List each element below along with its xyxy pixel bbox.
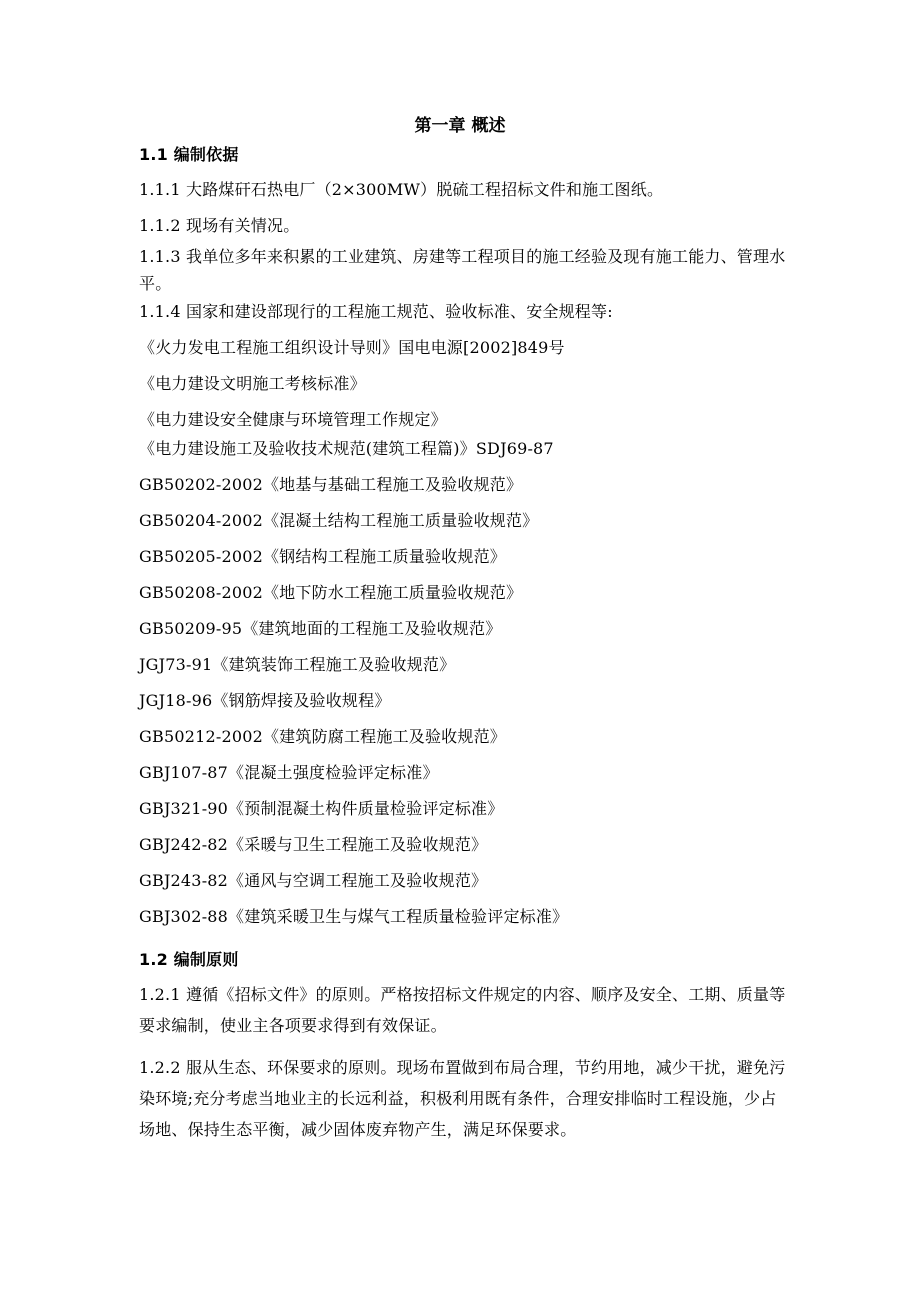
standard-item: GBJ107-87《混凝土强度检验评定标准》 [139,763,439,782]
paragraph-1-2-1: 1.2.1 遵循《招标文件》的原则。严格按招标文件规定的内容、顺序及安全、工期、质量等要求编制，使业主各项要求得到有效保证。 [139,985,786,1035]
chapter-title: 第一章 概述 [414,116,506,136]
standard-item: GBJ243-82《通风与空调工程施工及验收规范》 [139,871,488,890]
standard-item: JGJ18-96《钢筋焊接及验收规程》 [139,691,391,710]
standard-item: 《火力发电工程施工组织设计导则》国电电源[2002]849号 [139,338,565,357]
standard-item: JGJ73-91《建筑装饰工程施工及验收规范》 [139,655,456,674]
paragraph-1-1-2: 1.1.2 现场有关情况。 [139,216,300,235]
paragraph-1-1-1: 1.1.1 大路煤矸石热电厂（2×300MW）脱硫工程招标文件和施工图纸。 [139,180,664,199]
standard-item: GB50205-2002《钢结构工程施工质量验收规范》 [139,547,506,566]
standard-item: GB50209-95《建筑地面的工程施工及验收规范》 [139,619,502,638]
standard-item: 《电力建设施工及验收技术规范(建筑工程篇)》SDJ69-87 [139,439,554,458]
standard-item: 《电力建设安全健康与环境管理工作规定》 [139,410,447,429]
paragraph-1-1-3: 1.1.3 我单位多年来积累的工业建筑、房建等工程项目的施工经验及现有施工能力、管理水平。 [139,247,786,293]
section-heading-1-1: 1.1 编制依据 [139,145,239,164]
standard-item: GBJ302-88《建筑采暖卫生与煤气工程质量检验评定标准》 [139,907,569,926]
standard-item: GBJ242-82《采暖与卫生工程施工及验收规范》 [139,835,488,854]
standard-item: 《电力建设文明施工考核标准》 [139,374,366,393]
standard-item: GB50212-2002《建筑防腐工程施工及验收规范》 [139,727,506,746]
standard-item: GB50204-2002《混凝土结构工程施工质量验收规范》 [139,511,539,530]
paragraph-1-1-4: 1.1.4 国家和建设部现行的工程施工规范、验收标准、安全规程等: [139,302,613,321]
standard-item: GB50208-2002《地下防水工程施工质量验收规范》 [139,583,523,602]
standard-item: GB50202-2002《地基与基础工程施工及验收规范》 [139,475,523,494]
section-heading-1-2: 1.2 编制原则 [139,950,239,969]
paragraph-1-2-2: 1.2.2 服从生态、环保要求的原则。现场布置做到布局合理，节约用地，减少干扰，避免污染环境;充分考虑当地业主的长远利益，积极利用既有条件，合理安排临时工程设施，少占场地、保持生态平衡，减少固体废弃物产生，满足环保要求。 [139,1058,786,1139]
standard-item: GBJ321-90《预制混凝土构件质量检验评定标准》 [139,799,504,818]
